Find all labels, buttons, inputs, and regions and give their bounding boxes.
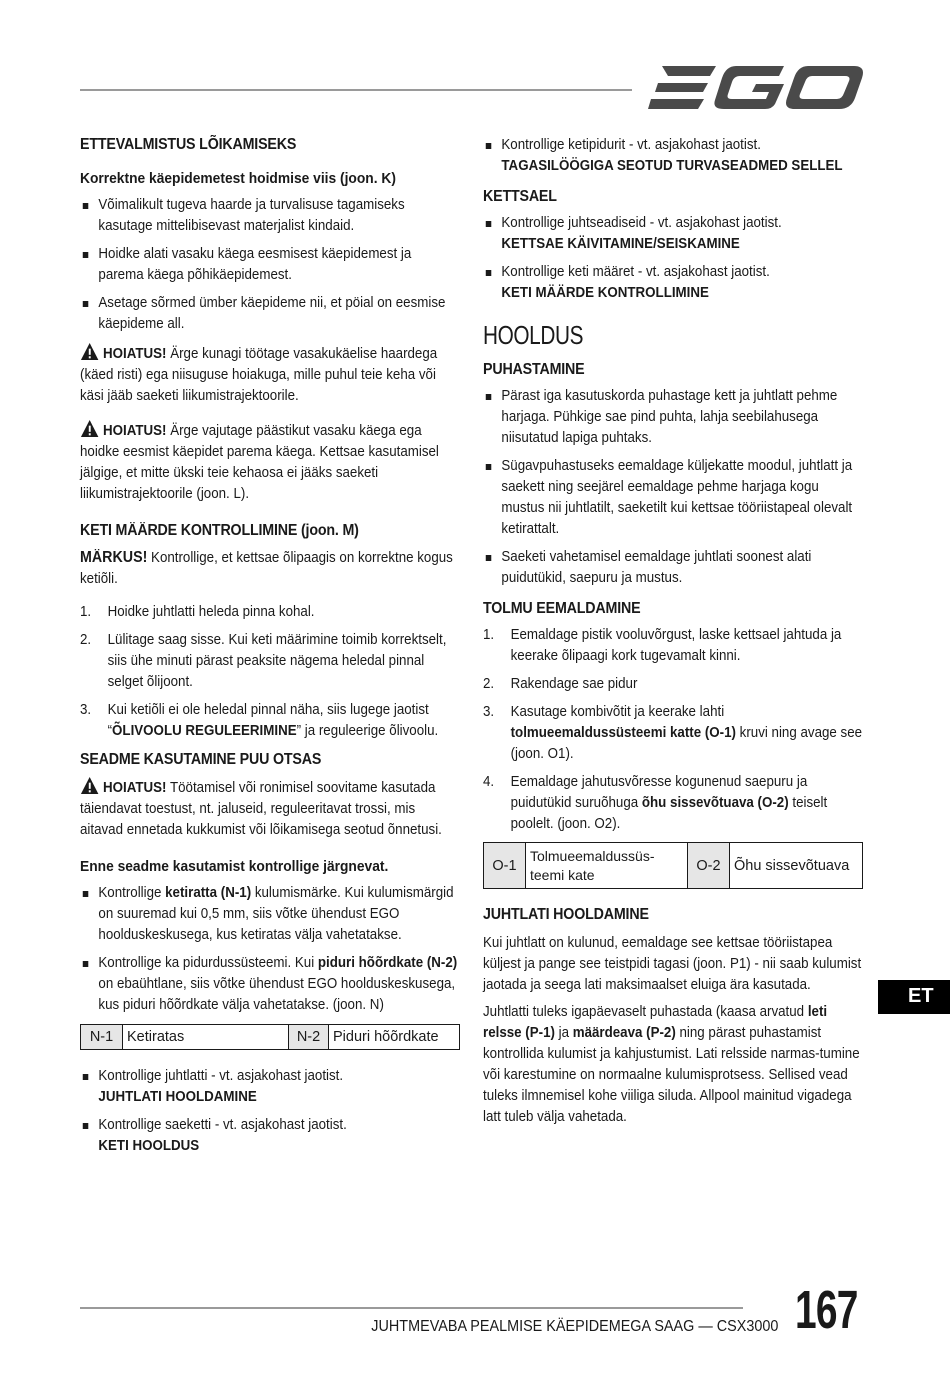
table-cell: Piduri hõõrdkate — [329, 1025, 460, 1050]
list-item: 3. Kasutage kombivõtit ja keerake lahti tolmueemaldussüsteemi katte (O-1) kruvi ning avage see (joon. O1). — [483, 704, 863, 762]
list-item: Kontrollige ketiratta (N-1) kulumismärke. Kui kulumismärgid on suuremad kui 0,5 mm, siis võtke ühendust EGO hoolduskeskusega, kus ketiratas välja vahetatakse. — [80, 883, 459, 946]
heading-bar-maintenance: JUHTLATI HOOLDAMINE — [483, 906, 649, 923]
dust-steps — [483, 625, 863, 835]
heading-cleaning: PUHASTAMINE — [483, 361, 585, 378]
heading-dust-removal: TOLMU EEMALDAMINE — [483, 600, 641, 617]
subheading-grip: Korrektne käepidemetest hoidmise viis (joon. K) — [80, 170, 396, 187]
list-item: Kontrollige juhtlatti - vt. asjakohast jaotist. JUHTLATI HOOLDAMINE — [80, 1066, 459, 1108]
heading-maintenance: HOOLDUS — [483, 320, 584, 350]
heading-tree-use: SEADME KASUTAMINE PUU OTSAS — [80, 751, 322, 768]
warning-paragraph: HOIATUS! Ärge kunagi töötage vasakukäelise haardega (käed risti) ega niisuguse hoiakuga, mille puhul teie keha või käsi jääb saeketi liikumistrajektoorile. — [80, 342, 459, 407]
legend-table-o — [483, 842, 863, 889]
table-cell: O-2 — [688, 843, 730, 889]
list-item: Asetage sõrmed ümber käepideme nii, et pöial on eesmise käepideme all. — [80, 293, 459, 335]
table-cell: Õhu sissevõtuava — [730, 843, 863, 889]
warning-triangle-icon — [80, 342, 99, 361]
warning-label: HOIATUS! — [103, 423, 167, 439]
left-column — [80, 135, 460, 1164]
warning-paragraph: HOIATUS! Ärge vajutage päästikut vasaku käega ega hoidke eesmist käepidet parema käega. Kettsae kasutamisel jälgige, et mitte ükski teie kehaosa ei jääks saeketi liikumistrajektoorile (joon. L). — [80, 419, 459, 505]
list-item: 1. Hoidke juhtlatti heleda pinna kohal. — [80, 604, 315, 620]
check-list — [80, 883, 460, 1016]
heading-chain-lube: KETI MÄÄRDE KONTROLLIMINE (joon. M) — [80, 522, 359, 539]
table-cell: Tolmueemaldussüs-teemi kate — [526, 843, 688, 889]
list-item: 3. Kui ketiõli ei ole heledal pinnal näha, siis lugege jaotist “ÕLIVOOLU REGULEERIMINE” ja reguleerige õlivoolu. — [80, 702, 439, 739]
warning-label: HOIATUS! — [103, 346, 167, 362]
bar-paragraph-1: Kui juhtlatt on kulunud, eemaldage see kettsae tööriistapea küljest ja pange see teistpidi tagasi (joon. P1) - nii saab kulumist jaotada ja seega lati maksimaalset eluiga ära kasutada. — [483, 935, 862, 993]
list-item: Kontrollige ka pidurdussüsteemi. Kui piduri hõõrdkate (N-2) on ebaühtlane, siis võtke ühendust EGO hoolduskeskusega, kus piduri hõõrdkate välja vahetatakse. (joon. N) — [80, 953, 459, 1016]
list-item: Sügavpuhastuseks eemaldage küljekatte moodul, juhtlatt ja saekett ning seejärel eemaldage pehme harjaga kogu mustus nii juhtlatilt, saeketilt kui kettsae tööriistapeal olevalt ketirattalt. — [483, 456, 862, 540]
heading-chainsaw: KETTSAEL — [483, 188, 557, 205]
right-column — [483, 135, 863, 1128]
language-tab: ET — [878, 980, 950, 1014]
top-rule — [80, 89, 632, 91]
grip-list — [80, 195, 460, 335]
warning-triangle-icon — [80, 776, 99, 795]
footer-title: JUHTMEVABA PEALMISE KÄEPIDEMEGA SAAG — CSX3000 — [371, 1318, 779, 1335]
list-item: 4. Eemaldage jahutusvõresse kogunenud saepuru ja puidutükid suruõhuga õhu sissevõtuava (O-2) teiselt poolelt. (joon. O2). — [483, 774, 828, 832]
list-item: Kontrollige juhtseadiseid - vt. asjakohast jaotist. KETTSAE KÄIVITAMINE/SEISKAMINE — [483, 213, 862, 255]
table-cell: N-2 — [289, 1025, 329, 1050]
ego-logo — [648, 62, 864, 114]
warning-triangle-icon — [80, 419, 99, 438]
bottom-rule — [80, 1307, 743, 1309]
cleaning-list — [483, 386, 863, 589]
legend-table-n — [80, 1024, 460, 1050]
note-paragraph: MÄRKUS! Kontrollige, et kettsae õlipaagis on korrektne kogus ketiõli. — [80, 549, 453, 587]
list-item: 1. Eemaldage pistik vooluvõrgust, laske kettsael jahtuda ja keerake õlipaagi kork tugevamalt kinni. — [483, 627, 842, 664]
table-cell: Ketiratas — [123, 1025, 289, 1050]
note-label: MÄRKUS! — [80, 549, 148, 566]
list-item: Kontrollige keti määret - vt. asjakohast jaotist. KETI MÄÄRDE KONTROLLIMINE — [483, 262, 862, 304]
list-item: Kontrollige saeketti - vt. asjakohast jaotist. KETI HOOLDUS — [80, 1115, 459, 1157]
list-item: Võimalikult tugeva haarde ja turvalisuse tagamiseks kasutage mittelibisevast materjalist kindaid. — [80, 195, 459, 237]
lube-steps — [80, 602, 460, 742]
list-item: 2. Rakendage sae pidur — [483, 676, 638, 692]
table-cell: N-1 — [81, 1025, 123, 1050]
warning-paragraph: HOIATUS! Töötamisel või ronimisel soovitame kasutada täiendavat toestust, nt. jaluseid, reguleeritavat trossi, mis aitavad ennetada kukkumist või lõikamisega seotud õnnetusi. — [80, 776, 459, 841]
chainsaw-list — [483, 213, 863, 304]
table-cell: O-1 — [484, 843, 526, 889]
list-item: Pärast iga kasutuskorda puhastage kett ja juhtlatt pehme harjaga. Pühkige sae pind puhta, lahja seebilahusega niisutatud lapiga puhtaks. — [483, 386, 862, 449]
check-list-2 — [80, 1066, 460, 1157]
page-number: 167 — [795, 1280, 858, 1340]
list-item: Hoidke alati vasaku käega eesmisest käepidemest ja parema käega põhikäepidemest. — [80, 244, 459, 286]
list-item: Kontrollige ketipidurit - vt. asjakohast jaotist. TAGASILÖÖGIGA SEOTUD TURVASEADMED SELLEL — [483, 135, 862, 177]
warning-label: HOIATUS! — [103, 780, 167, 796]
check-list-3 — [483, 135, 863, 177]
bar-paragraph-2: Juhtlatti tuleks igapäevaselt puhastada (kaasa arvatud leti relsse (P-1) ja määrdeava (P-2) ning pärast puhastamist kontrollida kulumist ja kahjustumist. Lati relsside narmas-tumine või karestumine on normaalne kulumisprotsess. Sellised vead tuleks ilmnemisel kohe viiliga siluda. Allpool mainitud vigadega latt tuleb välja vahetada. — [483, 1004, 860, 1125]
list-item: 2. Lülitage saag sisse. Kui keti määrimine toimib korrektselt, siis ühe minuti pärast peaksite nägema heledal pinnal selget õlijoont. — [80, 632, 447, 690]
heading-preparation: ETTEVALMISTUS LÕIKAMISEKS — [80, 136, 297, 153]
subheading-check: Enne seadme kasutamist kontrollige järgnevat. — [80, 858, 389, 875]
list-item: Saeketi vahetamisel eemaldage juhtlati soonest alati puidutükid, saepuru ja mustus. — [483, 547, 862, 589]
